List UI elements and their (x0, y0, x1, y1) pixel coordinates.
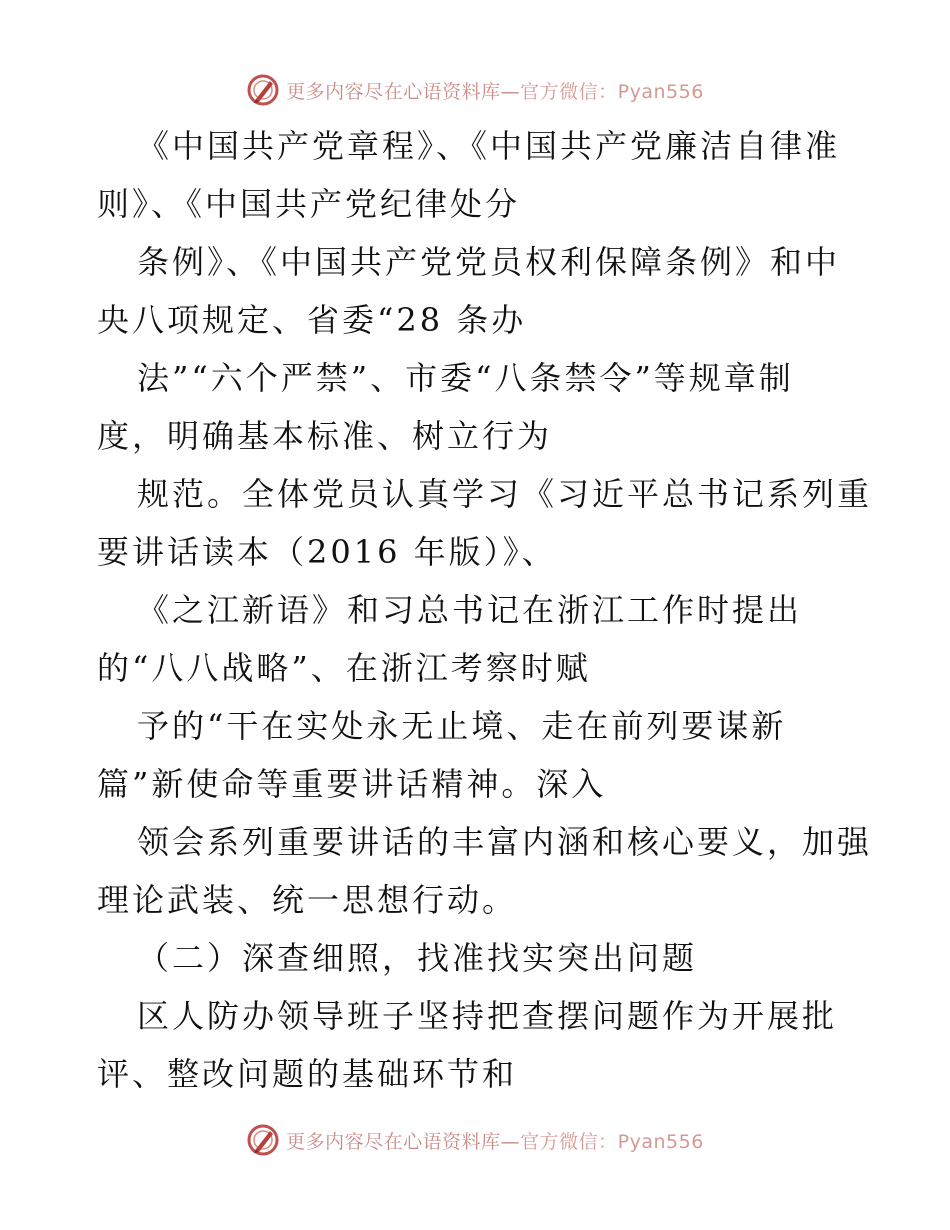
section-heading: （二）深查细照，找准找实突出问题 (137, 939, 698, 977)
watermark-group (246, 1123, 704, 1157)
watermark-group (246, 73, 704, 107)
watermark-wechat-text: 官方微信：Pyan556 (520, 1130, 704, 1153)
pen-circle-logo-icon (246, 1123, 280, 1157)
watermark-separator: — (500, 1130, 521, 1153)
watermark-separator: — (500, 80, 521, 103)
body-line: 理论武装、统一思想行动。 (97, 881, 518, 919)
body-line: 予的“干在实处永无止境、走在前列要谋新 (137, 707, 787, 745)
body-line: 的“八八战略”、在浙江考察时赋 (97, 649, 591, 687)
body-line: 评、整改问题的基础环节和 (97, 1055, 518, 1093)
body-line: 条例》、《中国共产党党员权利保障条例》和中 (137, 243, 841, 281)
body-line: 区人防办领导班子坚持把查摆问题作为开展批 (137, 997, 838, 1035)
body-line: 则》、《中国共产党纪律处分 (97, 185, 521, 223)
body-line: 篇”新使命等重要讲话精神。深入 (97, 765, 607, 803)
body-line: 规范。全体党员认真学习《习近平总书记系列重 (137, 475, 873, 513)
watermark-wechat-text: 官方微信：Pyan556 (520, 80, 704, 103)
watermark-site-text: 更多内容尽在心语资料库 (286, 80, 501, 103)
header-watermark (0, 70, 950, 110)
body-line: 法”“六个严禁”、市委“八条禁令”等规章制 (137, 359, 794, 397)
watermark-site-text: 更多内容尽在心语资料库 (286, 1130, 501, 1153)
pen-circle-logo-icon (246, 73, 280, 107)
body-line: 领会系列重要讲话的丰富内涵和核心要义，加强 (137, 823, 873, 861)
body-line: 央八项规定、省委“28 条办 (97, 301, 527, 339)
document-body (97, 117, 873, 1103)
body-line: 要讲话读本（2016 年版）》、 (97, 533, 557, 571)
footer-watermark (0, 1120, 950, 1160)
body-line: 《中国共产党章程》、《中国共产党廉洁自律准 (137, 127, 841, 165)
watermark-text (286, 77, 704, 104)
body-line: 度，明确基本标准、树立行为 (97, 417, 553, 455)
watermark-text (286, 1127, 704, 1154)
body-line: 《之江新语》和习总书记在浙江工作时提出 (137, 591, 803, 629)
